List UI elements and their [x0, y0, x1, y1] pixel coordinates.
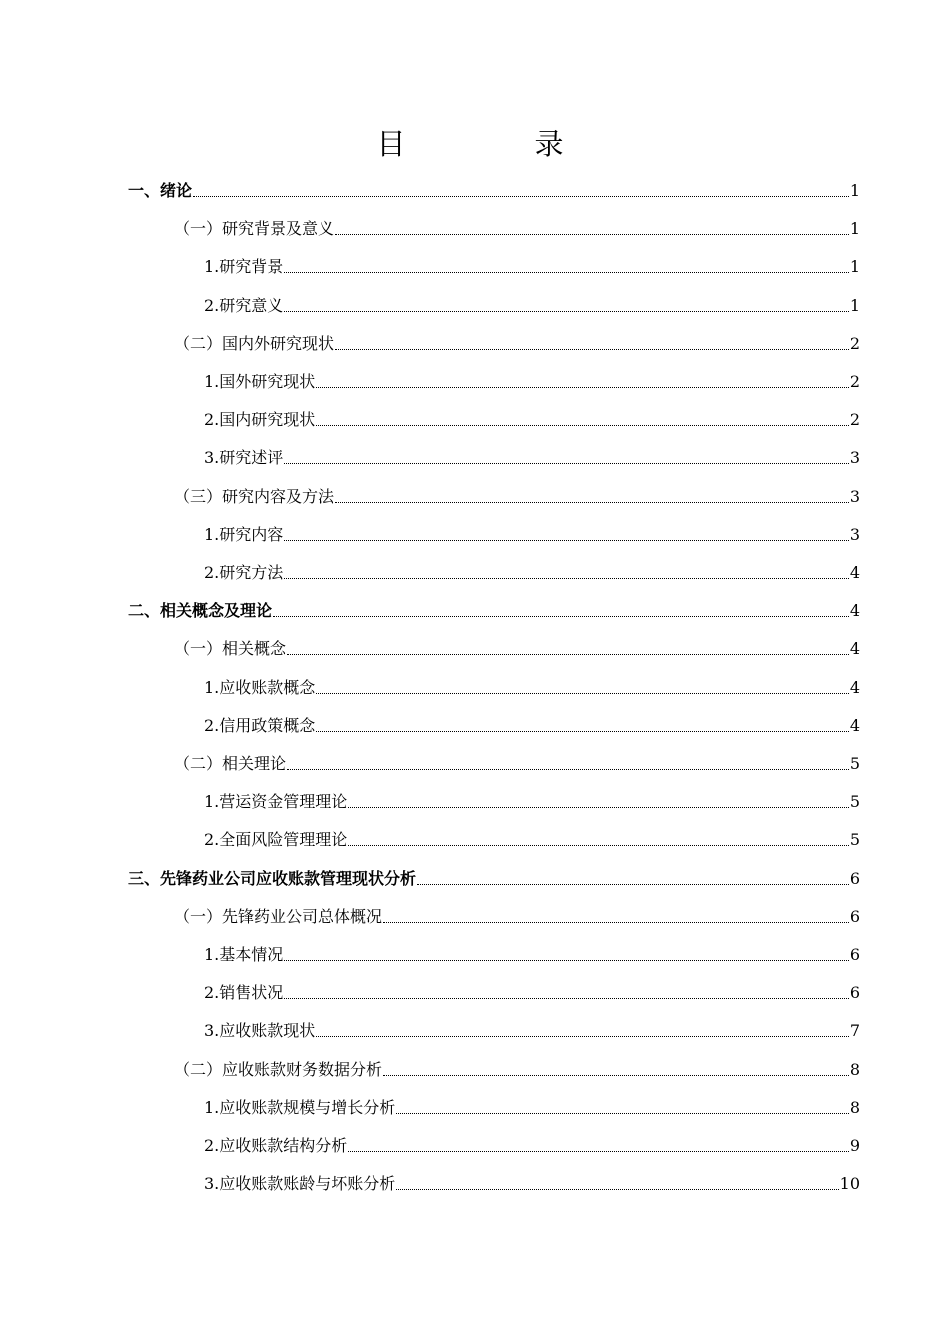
toc-entry-label: 1.应收账款规模与增长分析 — [204, 1097, 396, 1117]
toc-entry-label: 1.研究背景 — [204, 257, 284, 277]
toc-entry-page-number: 8 — [849, 1059, 860, 1079]
toc-entry[interactable] — [204, 826, 860, 850]
toc-entry[interactable] — [204, 941, 860, 965]
toc-leader-dots — [316, 386, 849, 388]
toc-entry-page-number: 4 — [849, 639, 860, 659]
toc-entry[interactable] — [204, 368, 860, 392]
toc-leader-dots — [383, 1074, 849, 1076]
toc-leader-dots — [335, 501, 849, 503]
toc-leader-dots — [284, 462, 849, 464]
toc-entry-page-number: 6 — [849, 906, 860, 926]
toc-entry-label: 1.应收账款概念 — [204, 677, 316, 697]
toc-entry[interactable] — [204, 1132, 860, 1156]
toc-entry-label: （一）先锋药业公司总体概况 — [174, 906, 383, 926]
toc-entry[interactable] — [204, 1017, 860, 1041]
toc-leader-dots — [396, 1112, 849, 1114]
toc-entry-label: 1.基本情况 — [204, 945, 284, 964]
toc-entry-page-number: 6 — [849, 868, 860, 888]
toc-entry-label: 3.应收账款账龄与坏账分析 — [204, 1174, 396, 1194]
toc-leader-dots — [284, 577, 849, 579]
toc-entry-page-number: 1 — [849, 257, 860, 277]
toc-leader-dots — [348, 844, 849, 846]
toc-entry-label: 2.信用政策概念 — [204, 715, 316, 735]
toc-entry[interactable] — [128, 865, 860, 889]
toc-entry-label: 3.研究述评 — [204, 448, 284, 468]
toc-leader-dots — [348, 1150, 849, 1152]
toc-entry-page-number: 7 — [849, 1021, 860, 1041]
toc-entry[interactable] — [204, 788, 860, 812]
toc-leader-dots — [396, 1188, 838, 1190]
toc-entry-label: 1.营运资金管理理论 — [204, 792, 348, 812]
toc-entry-label: 2.应收账款结构分析 — [204, 1136, 348, 1155]
toc-leader-dots — [284, 539, 849, 541]
toc-entry[interactable] — [204, 979, 860, 1003]
toc-leader-dots — [348, 806, 849, 808]
toc-entry-page-number: 3 — [849, 524, 860, 544]
toc-leader-dots — [284, 997, 849, 999]
toc-leader-dots — [287, 653, 849, 655]
toc-leader-dots — [316, 730, 849, 732]
toc-entry-page-number: 5 — [849, 754, 860, 773]
toc-entry-label: 2.国内研究现状 — [204, 410, 316, 430]
toc-entry-page-number: 4 — [849, 601, 860, 621]
toc-entry-page-number: 9 — [849, 1136, 860, 1155]
toc-entry[interactable] — [174, 903, 860, 927]
toc-entry-label: 2.研究意义 — [204, 295, 284, 315]
toc-entry[interactable] — [204, 521, 860, 545]
toc-entry-label: 1.研究内容 — [204, 524, 284, 544]
toc-entry-label: （二）应收账款财务数据分析 — [174, 1059, 383, 1079]
toc-entry-label: （三）研究内容及方法 — [174, 486, 335, 506]
toc-entry[interactable] — [204, 1170, 860, 1194]
toc-entry[interactable] — [174, 635, 860, 659]
toc-entry-page-number: 10 — [839, 1174, 860, 1194]
toc-entry-page-number: 2 — [849, 410, 860, 430]
toc-entry-page-number: 1 — [849, 295, 860, 315]
toc-entry[interactable] — [204, 292, 860, 316]
toc-entry[interactable] — [204, 253, 860, 277]
toc-entry[interactable] — [174, 1056, 860, 1080]
toc-entry-page-number: 5 — [849, 830, 860, 850]
toc-leader-dots — [316, 424, 849, 426]
toc-entry[interactable] — [174, 483, 860, 507]
toc-entry[interactable] — [128, 177, 860, 201]
toc-entry[interactable] — [128, 597, 860, 621]
toc-leader-dots — [417, 883, 849, 885]
toc-entry-label: （二）国内外研究现状 — [174, 333, 335, 353]
toc-entry[interactable] — [174, 215, 860, 239]
toc-entry-label: （一）相关概念 — [174, 639, 287, 659]
toc-leader-dots — [335, 233, 849, 235]
toc-entry[interactable] — [174, 330, 860, 354]
toc-entry-page-number: 6 — [849, 945, 860, 964]
toc-entry-page-number: 4 — [849, 563, 860, 582]
toc-entry[interactable] — [204, 444, 860, 468]
toc-leader-dots — [316, 692, 849, 694]
toc-entry-page-number: 2 — [849, 372, 860, 391]
toc-leader-dots — [284, 959, 849, 961]
toc-entry-label: （二）相关理论 — [174, 754, 287, 773]
toc-title: 目 录 — [376, 127, 614, 161]
toc-entry-page-number: 3 — [849, 486, 860, 506]
toc-entry[interactable] — [174, 750, 860, 774]
toc-entry[interactable] — [204, 712, 860, 736]
toc-entry[interactable] — [204, 1094, 860, 1118]
toc-entry-label: 一、绪论 — [128, 181, 193, 200]
toc-entry-page-number: 4 — [849, 677, 860, 697]
toc-entry-label: 三、先锋药业公司应收账款管理现状分析 — [128, 868, 417, 888]
toc-leader-dots — [335, 348, 849, 350]
toc-entry-label: 1.国外研究现状 — [204, 372, 316, 391]
toc-entry-page-number: 2 — [849, 333, 860, 353]
toc-entry-label: 2.研究方法 — [204, 563, 284, 582]
toc-entry[interactable] — [204, 674, 860, 698]
toc-entry-page-number: 3 — [849, 448, 860, 468]
toc-entry[interactable] — [204, 406, 860, 430]
toc-entry-page-number: 1 — [849, 181, 860, 200]
toc-leader-dots — [316, 1035, 849, 1037]
toc-entry-page-number: 1 — [849, 219, 860, 239]
toc-entry[interactable] — [204, 559, 860, 583]
toc-entry-label: 3.应收账款现状 — [204, 1021, 316, 1041]
toc-entry-page-number: 6 — [849, 983, 860, 1003]
toc-entry-label: （一）研究背景及意义 — [174, 219, 335, 239]
toc-entry-page-number: 5 — [849, 792, 860, 812]
toc-leader-dots — [284, 310, 849, 312]
toc-leader-dots — [273, 615, 849, 617]
toc-entry-label: 2.销售状况 — [204, 983, 284, 1003]
toc-entry-page-number: 4 — [849, 715, 860, 735]
toc-leader-dots — [284, 271, 849, 273]
toc-leader-dots — [287, 768, 849, 770]
toc-entry-label: 2.全面风险管理理论 — [204, 830, 348, 850]
toc-leader-dots — [383, 921, 849, 923]
toc-entry-page-number: 8 — [849, 1097, 860, 1117]
toc-entry-label: 二、相关概念及理论 — [128, 601, 273, 621]
toc-leader-dots — [193, 195, 849, 197]
